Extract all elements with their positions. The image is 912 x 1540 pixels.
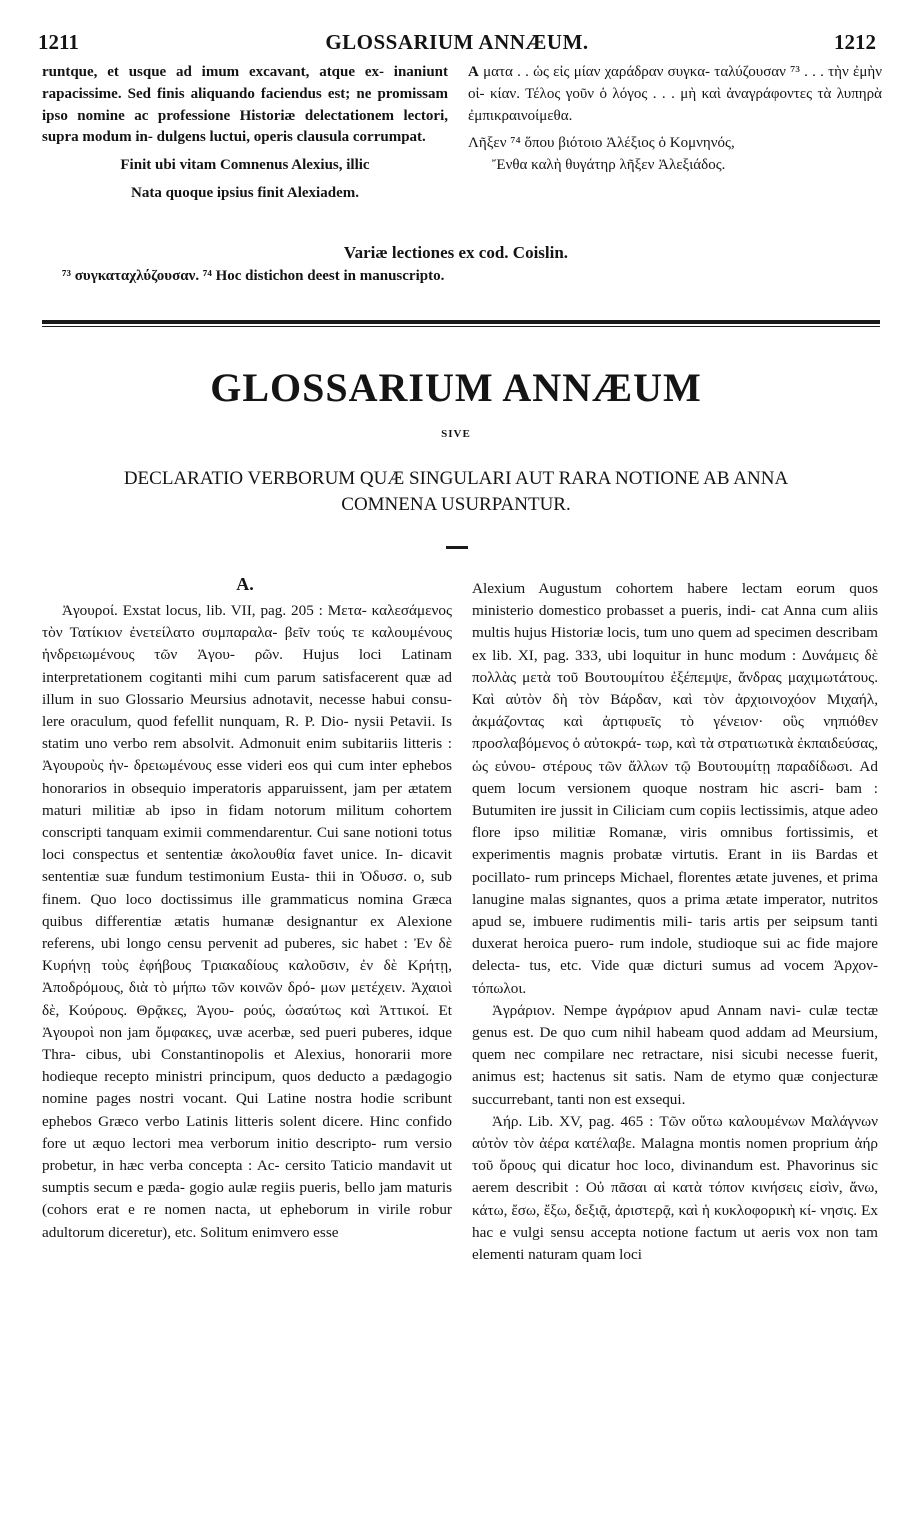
latin-continuation-paragraph: runtque, et usque ad imum excavant, atque ex- inaniunt rapacissime. Sed finis aliquando faciendus est; ne promissam ipso nomine ac professione Historiæ delectationem lectori, supra modum in- dulgens luctui, operis clausula corrumpat. [42, 64, 448, 146]
running-head [38, 30, 876, 60]
entry-agrarion: Ἀγράριον. Nempe ἀγράριον apud Annam navi- culæ tectæ genus est. De quo cum nihil habeam quod addam ad Meursium, quem nec compilare nec retractare, nisi sicubi necesse fuerit, animus est; hactenus sit satis. Nam de etymo quæ conjecturæ succurrebant, tanti non est exsequi. [472, 1001, 878, 1108]
section-letter: A. [236, 574, 254, 594]
latin-continuation-column [42, 62, 448, 205]
section-divider-thin [42, 326, 880, 327]
greek-continuation-text: ματα . . ὡς εἰς μίαν χαράδραν συγκα- ταλύζουσαν ⁷³ . . . τὴν ἐμὴν οἰ- κίαν. Τέλος γοῦν ὁ λόγος . . . μὴ καὶ ἀναγράφοντες τὰ λυπηρὰ ἐμπικραινοίμεθα. [468, 64, 882, 124]
greek-continuation-column [468, 62, 882, 177]
main-title: GLOSSARIUM ANNÆUM [210, 365, 702, 410]
entry-agouroi: Ἀγουροί. Exstat locus, lib. VII, pag. 205 : Μετα- καλεσάμενος τὸν Τατίκιον ἐνετείλατο συμπαραλα- βεῖν τούς τε καλουμένους ἡνδρειωμένους τῶν Ἀγου- ρῶν. Hujus loci Latinam interpretationem cogitanti mihi cum parum satisfacerent quæ ad illum in suo Glossario Meursius adnotavit, necesse habui consu- lere oraculum, quod fefellit nunquam, R. P. Dio- nysii Petavii. Is statim uno verbo rem absolvit. Admonuit enim subitariis litteris : Ἀγουροὺς ἠν- δρειωμένους esse videri eos qui cum inter ephebos honorarios in obsequio imperatoris apparuissent, jam per ætatem maturi militiæ ab ipso in fidam notorum militum cohortem conscripti tanquam eximii commendarentur. Cui sane notioni totus loci conspectus et sententiæ ἀκολουθία favet unice. In- dicavit sententiæ suæ fundum testimonium Eusta- thii in Ὀδυσσ. ο, sub finem. Quo loco doctissimus ille grammaticus nomina Græca quibus differentiæ ætatis humanæ designantur ex Alexione referens, ubi longo censu pervenit ad puberes, sic habet : Ἐν δὲ Κυρήνῃ τοὺς ἐφήβους Τριακαδίους καλοῦσιν, ἐν δὲ Κρήτῃ, Ἀποδρόμους, διὰ τὸ μήπω τῶν κοινῶν δρό- μων μετέχειν. Ἀχαιοὶ δὲ, Κούρους. Θρᾷκες, Ἀγου- ρούς, ὡσαύτως καὶ Ἀττικοί. Et Ἀγουροὶ non jam ὄμφακες, uvæ acerbæ, sed pueri puberes, idque Thra- cibus, ubi Constantinopolis et Alexius, honorarii more hodieque recepto ministri principum, quos deducto a pædagogio nomine pages nostri vocant. Qui Latine nostra hodie scribunt ephebos Græco verbo Latinis litteris solent dicere. Hinc confido fore ut æquo lectori mea verborum initio descripto- rum versio probetur, in hæc verba concepta : Ac- cersito Taticio mandavit ut sumptis secum e pæda- gogio aulæ regiis pueris, bello jam maturis (cohors erat e re nomen nacta, ut epheborum in virile robur adultorum diceretur), etc. Solitum enimvero esse [42, 602, 452, 1241]
variae-lectiones-notes: ⁷³ συγκαταχλύζουσαν. ⁷⁴ Hoc distichon deest in manuscripto. [62, 268, 445, 284]
running-title: GLOSSARIUM ANNÆUM. [325, 30, 589, 54]
glossary-right-column [472, 578, 878, 1266]
greek-continuation-paragraph [468, 62, 882, 127]
sive-label: SIVE [441, 428, 471, 440]
entry-agouroi-continued: Alexium Augustum cohortem habere lectam eorum quos ministerio domestico probasset a pueris, indi- cat Anna cum aliis multis hujus Historiæ locis, tum uno quem ad specimen describam ex lib. XI, pag. 333, ubi loquitur in hunc modum : Δυνάμεις δὲ πολλὰς μετὰ τοῦ Βουτουμίτου ἐξέπεμψε, ἄνδρας μαχιμωτάτους. Καὶ αὐτὸν δὴ τὸν Βάρδαν, καὶ τὸν ἀρχιοινοχόον Μιχαήλ, ἀκμάζοντας καὶ ἀρτιφυεῖς τὸ γένειον· οὓς νηπιόθεν προσλαβόμενος ὁ αὐτοκρά- τωρ, καὶ τὰ στρατιωτικὰ ἐκπαιδεύσας, ὡς εὐνου- στέρους τῶν ἄλλων τῷ Βουτουμίτῃ παραδίδωσι. Ad quem locum versionem quoque nostram hic ascri- bam : Butumiten ire jussit in Ciliciam cum copiis lectissimis, atque adeo flore ipso militiæ Romanæ, viris omnibus fortissimis, et experimentis magnis probatæ virtutis. Erant in iis Bardas et pocillato- rum princeps Michael, florentes ætate juvenes, et prima lanugine malas signantes, quos a prima ætate imperator, nutritos apud se, imbuere rudimentis mili- taris artis per seipsum tanti duxerat heroica puero- rum indole, studioque sui ac fide majore delecta- tus, etc. Vide quæ dicturi sumus ad vocem Ἀρχον- τόπωλοι. [472, 580, 878, 997]
variae-lectiones-heading: Variæ lectiones ex cod. Coislin. [343, 243, 569, 262]
greek-distich-line-1: Λῆξεν ⁷⁴ ὅπου βιότοιο Ἀλέξιος ὁ Κομνηνός, [468, 135, 735, 152]
greek-distich-line-2: Ἔνθα καλὴ θυγάτηρ λῆξεν Ἀλεξιάδος. [492, 157, 726, 174]
subtitle: DECLARATIO VERBORUM QUÆ SINGULARI AUT RARA NOTIONE AB ANNA COMNENA USURPANTUR. [123, 468, 789, 515]
section-divider-thick [42, 320, 880, 324]
column-marker: A [468, 64, 479, 80]
glossary-left-column [42, 600, 452, 1244]
title-ornament-rule [446, 546, 468, 549]
latin-distich-line-2: Nata quoque ipsius finit Alexiadem. [131, 184, 359, 201]
entry-aer: Ἀήρ. Lib. XV, pag. 465 : Τῶν οὕτω καλουμένων Μαλάγνων αὐτὸν τὸν ἀέρα κατέλαβε. Malagna montis nomen proprium ἀήρ τοῦ ὄρους qui dicatur hoc loco, divinandum est. Phavorinus sic aerem describit : Οὐ πᾶσαι αἱ κατὰ τόπον κινήσεις εἰσὶν, ἄνω, κάτω, ἔσω, ἔξω, δεξιᾷ, ἀριστερᾷ, καὶ ἡ κυκλοφορικὴ κί- νησις. Ex hac e vulgi sensu accepta notione factum ut aeris vox non tam elementi naturam quam loci [472, 1112, 878, 1264]
page-number-left: 1211 [38, 30, 79, 54]
latin-distich-line-1: Finit ubi vitam Comnenus Alexius, illic [120, 157, 370, 174]
page-number-right: 1212 [834, 30, 876, 54]
